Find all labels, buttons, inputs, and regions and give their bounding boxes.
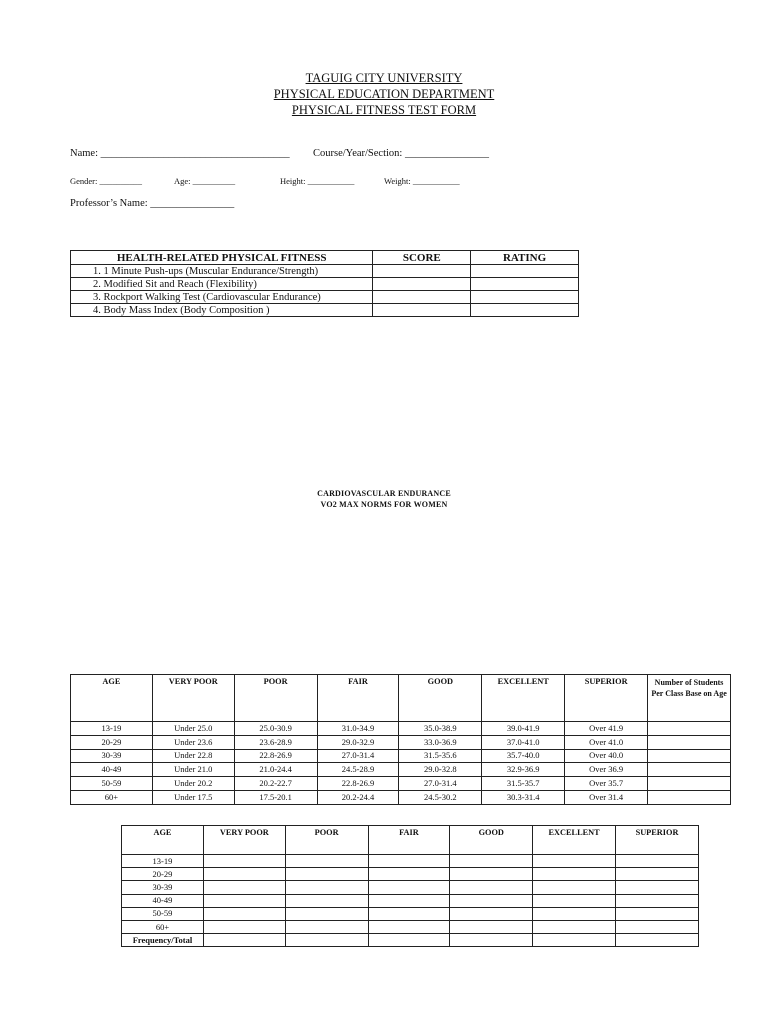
norm-cell: 27.0-31.4: [317, 749, 399, 763]
student-count-cell[interactable]: [648, 777, 731, 791]
column-header: GOOD: [450, 826, 533, 855]
student-count-cell[interactable]: [648, 749, 731, 763]
frequency-cell[interactable]: [203, 934, 285, 947]
column-header: AGE: [71, 675, 153, 722]
age-cell: 60+: [122, 920, 204, 933]
norm-cell: Over 41.0: [565, 735, 648, 749]
table-row: [71, 278, 579, 291]
student-count-cell[interactable]: [648, 763, 731, 777]
age-cell: 13-19: [122, 855, 204, 868]
frequency-cell[interactable]: [203, 920, 285, 933]
test-item: 3. Rockport Walking Test (Cardiovascular Endurance): [71, 291, 373, 304]
rating-cell[interactable]: [471, 265, 579, 278]
test-item: 4. Body Mass Index (Body Composition ): [71, 304, 373, 317]
frequency-cell[interactable]: [368, 855, 450, 868]
norm-cell: 17.5-20.1: [234, 790, 317, 804]
norm-cell: Under 23.6: [152, 735, 234, 749]
age-cell: 50-59: [71, 777, 153, 791]
norm-cell: 22.8-26.9: [234, 749, 317, 763]
frequency-cell[interactable]: [533, 920, 616, 933]
frequency-cell[interactable]: [285, 920, 368, 933]
test-item: 2. Modified Sit and Reach (Flexibility): [71, 278, 373, 291]
norm-cell: 31.5-35.6: [399, 749, 482, 763]
frequency-cell[interactable]: [203, 855, 285, 868]
frequency-cell[interactable]: [616, 881, 699, 894]
frequency-cell[interactable]: [368, 894, 450, 907]
norm-cell: 25.0-30.9: [234, 722, 317, 736]
frequency-cell[interactable]: [285, 868, 368, 881]
health-fitness-table: [70, 250, 579, 317]
table-header-row: [71, 675, 731, 722]
table-row: [122, 868, 699, 881]
frequency-cell[interactable]: [450, 855, 533, 868]
age-cell: 50-59: [122, 907, 204, 920]
score-cell[interactable]: [373, 304, 471, 317]
norm-cell: Under 20.2: [152, 777, 234, 791]
table-row: [71, 291, 579, 304]
table-row: [122, 907, 699, 920]
frequency-cell[interactable]: [368, 920, 450, 933]
frequency-cell[interactable]: [533, 855, 616, 868]
age-cell: 30-39: [71, 749, 153, 763]
table-header-row: [122, 826, 699, 855]
norm-cell: 31.5-35.7: [482, 777, 565, 791]
table-header-row: [71, 251, 579, 265]
frequency-cell[interactable]: [533, 868, 616, 881]
table-row: [71, 749, 731, 763]
score-cell[interactable]: [373, 291, 471, 304]
norm-cell: 39.0-41.9: [482, 722, 565, 736]
column-header: EXCELLENT: [482, 675, 565, 722]
norm-cell: 35.7-40.0: [482, 749, 565, 763]
norm-cell: 32.9-36.9: [482, 763, 565, 777]
frequency-cell[interactable]: [285, 881, 368, 894]
frequency-cell[interactable]: [203, 868, 285, 881]
norm-cell: Under 21.0: [152, 763, 234, 777]
norm-cell: 31.0-34.9: [317, 722, 399, 736]
professor-field[interactable]: Professor’s Name: ________________: [70, 198, 235, 209]
frequency-cell[interactable]: [285, 855, 368, 868]
table-row: [122, 894, 699, 907]
course-field[interactable]: Course/Year/Section: ________________: [313, 148, 489, 159]
column-header: FAIR: [317, 675, 399, 722]
frequency-cell[interactable]: [450, 894, 533, 907]
rating-cell[interactable]: [471, 304, 579, 317]
column-header: VERY POOR: [203, 826, 285, 855]
norm-cell: Over 31.4: [565, 790, 648, 804]
score-cell[interactable]: [373, 278, 471, 291]
norm-cell: 20.2-22.7: [234, 777, 317, 791]
norm-cell: 37.0-41.0: [482, 735, 565, 749]
frequency-cell[interactable]: [368, 934, 450, 947]
norm-cell: 23.6-28.9: [234, 735, 317, 749]
student-count-cell[interactable]: [648, 790, 731, 804]
column-header: HEALTH-RELATED PHYSICAL FITNESS: [71, 251, 373, 265]
frequency-cell[interactable]: [203, 894, 285, 907]
norm-cell: 21.0-24.4: [234, 763, 317, 777]
frequency-cell[interactable]: [533, 907, 616, 920]
rating-cell[interactable]: [471, 278, 579, 291]
table-row: [122, 920, 699, 933]
table-row: [71, 265, 579, 278]
table-row: [71, 735, 731, 749]
age-cell: Frequency/Total: [122, 934, 204, 947]
norms-caption: [0, 488, 768, 510]
frequency-cell[interactable]: [368, 881, 450, 894]
norm-cell: 24.5-28.9: [317, 763, 399, 777]
age-cell: 40-49: [71, 763, 153, 777]
norm-cell: Under 25.0: [152, 722, 234, 736]
frequency-cell[interactable]: [203, 881, 285, 894]
frequency-cell[interactable]: [616, 934, 699, 947]
form-header: [0, 70, 768, 118]
norm-cell: 20.2-24.4: [317, 790, 399, 804]
university-title: TAGUIG CITY UNIVERSITY: [305, 71, 463, 85]
frequency-cell[interactable]: [450, 868, 533, 881]
age-cell: 13-19: [71, 722, 153, 736]
gender-field[interactable]: Gender: __________: [70, 176, 143, 186]
table-row: [71, 763, 731, 777]
norm-cell: Under 17.5: [152, 790, 234, 804]
norm-cell: 27.0-31.4: [399, 777, 482, 791]
rating-cell[interactable]: [471, 291, 579, 304]
test-item: 1. 1 Minute Push-ups (Muscular Endurance/Strength): [71, 265, 373, 278]
student-count-cell[interactable]: [648, 735, 731, 749]
name-field[interactable]: Name: ____________________________________: [70, 148, 290, 159]
column-header: SUPERIOR: [565, 675, 648, 722]
frequency-cell[interactable]: [533, 894, 616, 907]
column-header: VERY POOR: [152, 675, 234, 722]
frequency-cell[interactable]: [533, 881, 616, 894]
norm-cell: 35.0-38.9: [399, 722, 482, 736]
form-title: PHYSICAL FITNESS TEST FORM: [291, 103, 477, 117]
frequency-cell[interactable]: [450, 907, 533, 920]
frequency-cell[interactable]: [533, 934, 616, 947]
column-header: POOR: [234, 675, 317, 722]
norm-cell: 24.5-30.2: [399, 790, 482, 804]
norm-cell: 29.0-32.9: [317, 735, 399, 749]
frequency-cell[interactable]: [616, 855, 699, 868]
frequency-cell[interactable]: [450, 881, 533, 894]
frequency-cell[interactable]: [450, 934, 533, 947]
frequency-cell[interactable]: [450, 920, 533, 933]
vo2-norms-table: [70, 674, 731, 805]
norm-cell: 30.3-31.4: [482, 790, 565, 804]
frequency-cell[interactable]: [285, 934, 368, 947]
table-row: [122, 934, 699, 947]
department-title: PHYSICAL EDUCATION DEPARTMENT: [273, 87, 495, 101]
norm-cell: Over 41.9: [565, 722, 648, 736]
column-header: Number of Students Per Class Base on Age: [648, 675, 731, 722]
frequency-cell[interactable]: [285, 907, 368, 920]
table-row: [122, 855, 699, 868]
frequency-cell[interactable]: [616, 894, 699, 907]
column-header: SUPERIOR: [616, 826, 699, 855]
table-row: [71, 790, 731, 804]
frequency-cell[interactable]: [616, 920, 699, 933]
table-row: [71, 777, 731, 791]
column-header: FAIR: [368, 826, 450, 855]
age-field[interactable]: Age: __________: [174, 176, 236, 186]
frequency-cell[interactable]: [616, 907, 699, 920]
column-header: AGE: [122, 826, 204, 855]
frequency-cell[interactable]: [616, 868, 699, 881]
norm-cell: 29.0-32.8: [399, 763, 482, 777]
frequency-cell[interactable]: [368, 868, 450, 881]
norm-cell: Over 35.7: [565, 777, 648, 791]
column-header: SCORE: [373, 251, 471, 265]
age-cell: 20-29: [71, 735, 153, 749]
column-header: RATING: [471, 251, 579, 265]
age-cell: 30-39: [122, 881, 204, 894]
age-cell: 20-29: [122, 868, 204, 881]
frequency-cell[interactable]: [285, 894, 368, 907]
column-header: GOOD: [399, 675, 482, 722]
height-field[interactable]: Height: ___________: [280, 176, 355, 186]
frequency-cell[interactable]: [203, 907, 285, 920]
student-count-cell[interactable]: [648, 722, 731, 736]
norms-caption-line1: CARDIOVASCULAR ENDURANCE: [317, 489, 451, 498]
table-row: [122, 881, 699, 894]
age-cell: 40-49: [122, 894, 204, 907]
column-header: POOR: [285, 826, 368, 855]
norm-cell: 33.0-36.9: [399, 735, 482, 749]
frequency-cell[interactable]: [368, 907, 450, 920]
table-row: [71, 304, 579, 317]
norms-caption-line2: VO2 MAX NORMS FOR WOMEN: [320, 500, 448, 509]
age-cell: 60+: [71, 790, 153, 804]
score-cell[interactable]: [373, 265, 471, 278]
norm-cell: Over 40.0: [565, 749, 648, 763]
weight-field[interactable]: Weight: ___________: [384, 176, 460, 186]
norm-cell: Under 22.8: [152, 749, 234, 763]
norm-cell: Over 36.9: [565, 763, 648, 777]
table-row: [71, 722, 731, 736]
frequency-table: [121, 825, 699, 947]
column-header: EXCELLENT: [533, 826, 616, 855]
norm-cell: 22.8-26.9: [317, 777, 399, 791]
